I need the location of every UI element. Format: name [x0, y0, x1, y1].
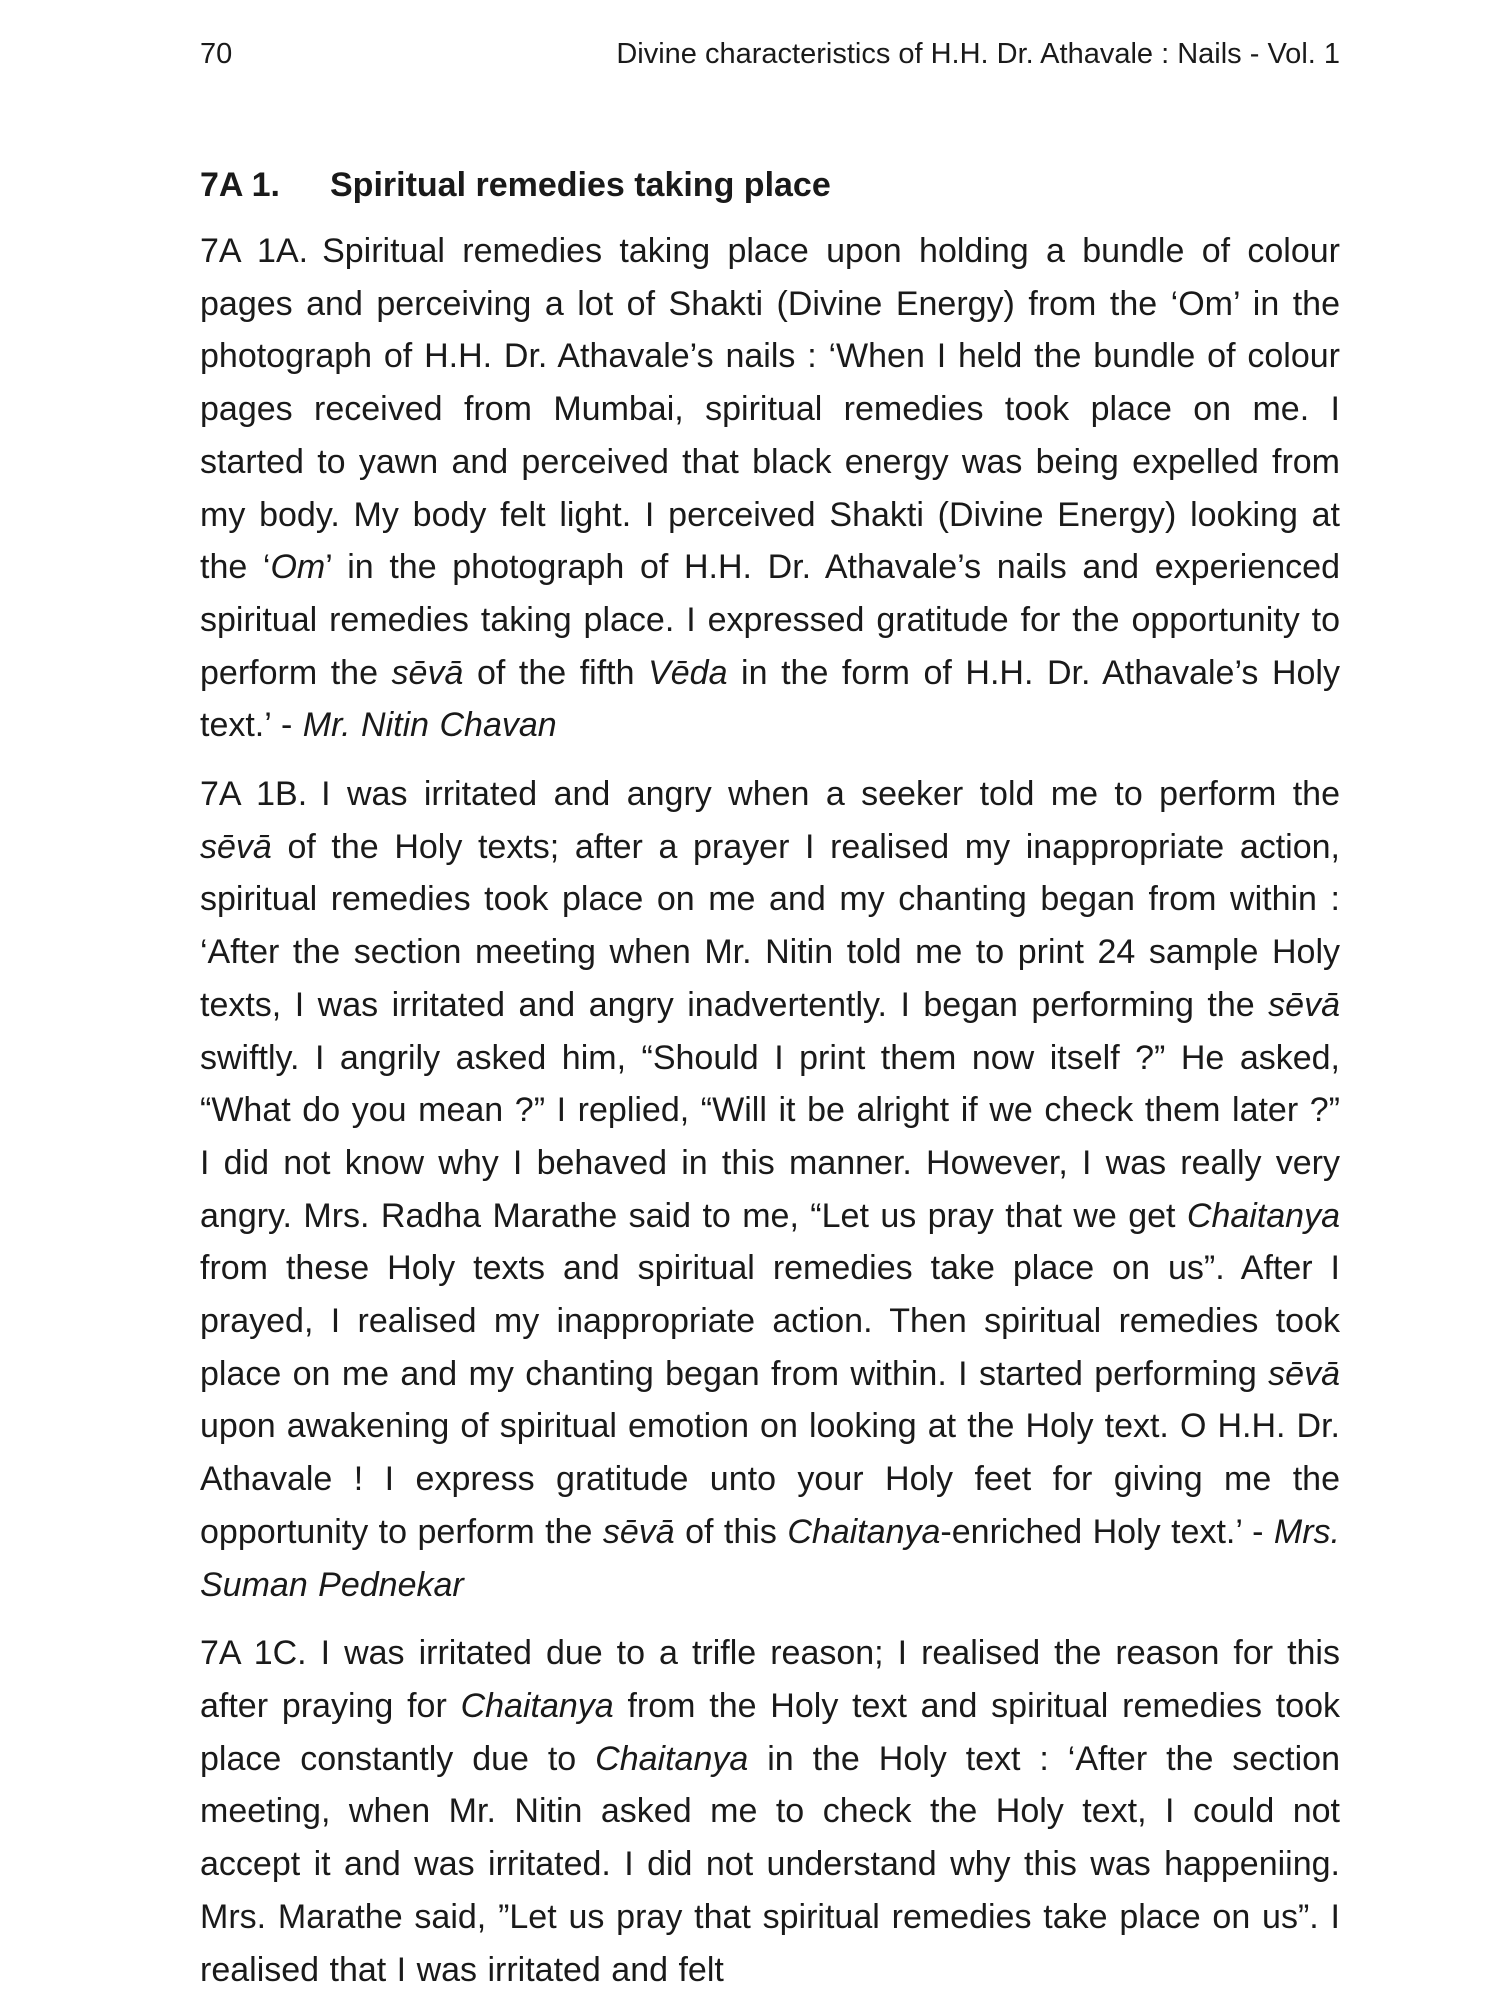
italic-term: Vēda	[648, 653, 728, 692]
running-title: Divine characteristics of H.H. Dr. Athavale : Nails - Vol. 1	[616, 38, 1340, 70]
italic-term: sēvā	[1268, 985, 1340, 1024]
author-credit: Mr. Nitin Chavan	[302, 706, 557, 745]
paragraph-text: of the fifth	[463, 653, 649, 692]
italic-term: sēvā	[200, 827, 272, 866]
paragraph-text: from these Holy texts and spiritual remedies take place on us”. After I prayed, I realised my inappropriate action. Then spiritual remedies took place on me and my chanting began from within. I started performing	[200, 1249, 1340, 1393]
paragraph-text: Spiritual remedies taking place upon holding a bundle of colour pages and perceiving a lot of Shakti (Divine Energy) from the ‘Om’ in the photograph of H.H. Dr. Athavale’s nails : ‘When I held the bundle of colour pages received from Mumbai, spiritual remedies took place on me. I started to yawn and perceived that black energy was being expelled from my body. My body felt light. I perceived Shakti (Divine Energy) looking at the ‘	[200, 232, 1340, 587]
paragraph-text: of the Holy texts; after a prayer I realised my inappropriate action, spiritual remedies took place on me and my chanting began from within : ‘After the section meeting when Mr. Nitin told me to print 24 sample Holy texts, I was irritated and angry inadvertently. I began performing the	[200, 827, 1340, 1024]
paragraph-7a1c	[200, 1627, 1340, 1996]
author-credit: Mrs. Suman Pednekar	[200, 1512, 1340, 1604]
paragraph-text: in the form of H.H. Dr. Athavale’s Holy text.’ -	[200, 653, 1340, 745]
paragraph-text: ’ in the photograph of H.H. Dr. Athavale’s nails and experienced spiritual remedies taking place. I expressed gratitude for the opportunity to perform the	[200, 548, 1340, 692]
italic-term: sēvā	[602, 1512, 675, 1551]
section-title: Spiritual remedies taking place	[330, 166, 831, 204]
paragraph-text: I was irritated due to a trifle reason; I realised the reason for this after praying for	[200, 1634, 1340, 1725]
section-heading	[200, 166, 1340, 205]
italic-term: Chaitanya	[787, 1512, 941, 1551]
italic-term: Chaitanya	[595, 1739, 749, 1778]
italic-term: Chaitanya	[1186, 1196, 1340, 1235]
paragraph-text: of this	[674, 1512, 788, 1551]
book-page	[200, 30, 1340, 1996]
section-number: 7A 1.	[200, 166, 281, 204]
paragraph-text: -enriched Holy text.’ -	[940, 1512, 1274, 1551]
italic-term: sēvā	[391, 653, 464, 692]
paragraph-text: in the Holy text : ‘After the section meeting, when Mr. Nitin asked me to check the Holy text, I could not accept it and was irritated. I did not understand why this was happeniing. Mrs. Marathe said, ”Let us pray that spiritual remedies take place on us”. I realised that I was irritated and felt	[200, 1739, 1340, 1989]
paragraph-text: swiftly. I angrily asked him, “Should I print them now itself ?” He asked, “What do you mean ?” I replied, “Will it be alright if we check them later ?” I did not know why I behaved in this manner. However, I was really very angry. Mrs. Radha Marathe said to me, “Let us pray that we get	[200, 1038, 1340, 1235]
paragraph-7a1b	[200, 768, 1340, 1611]
paragraph-label: 7A 1B.	[200, 775, 308, 814]
paragraph-label: 7A 1C.	[200, 1634, 307, 1673]
italic-term: Om	[270, 548, 326, 587]
paragraph-text: from the Holy text and spiritual remedies took place constantly due to	[200, 1686, 1341, 1778]
paragraph-7a1a	[200, 225, 1340, 752]
page-number: 70	[200, 38, 233, 70]
paragraph-text: upon awakening of spiritual emotion on looking at the Holy text. O H.H. Dr. Athavale ! I express gratitude unto your Holy feet for giving me the opportunity to perform the	[200, 1407, 1340, 1551]
page-header	[200, 30, 1340, 82]
paragraph-text: I was irritated and angry when a seeker told me to perform the	[321, 775, 1340, 814]
italic-term: Chaitanya	[460, 1686, 614, 1725]
paragraph-label: 7A 1A.	[200, 232, 309, 270]
italic-term: sēvā	[1268, 1354, 1340, 1393]
